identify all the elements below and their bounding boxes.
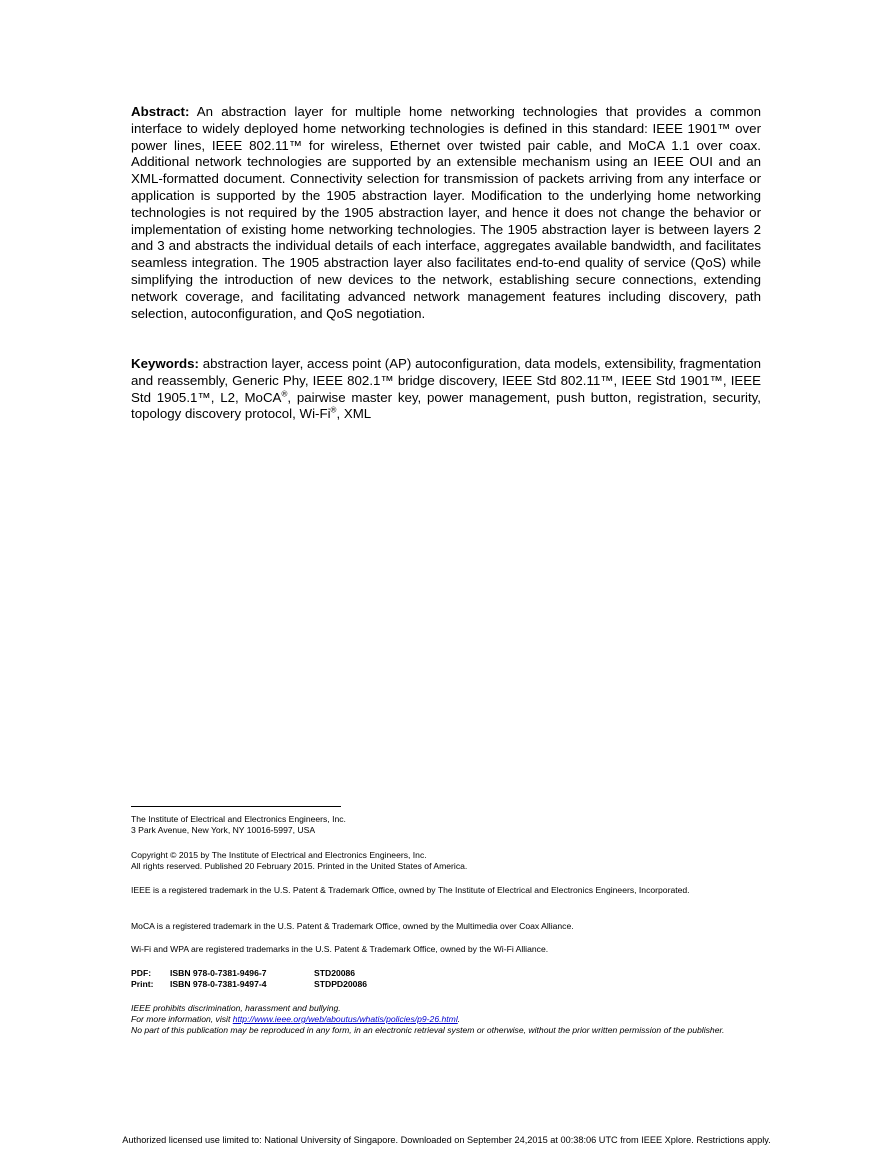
keywords-text-3: , XML — [336, 406, 372, 422]
isbn-code: STDPD20086 — [314, 979, 368, 989]
ieee-trademark-text: IEEE is a registered trademark in the U.S. Patent & Trademark Office, owned by The Institute of Electrical and Electronics Engineers, Incorporated. — [131, 885, 690, 895]
isbn-format: Print: — [131, 979, 154, 989]
abstract-label: Abstract: — [131, 104, 190, 119]
policy-link[interactable]: http://www.ieee.org/web/aboutus/whatis/policies/p9-26.html — [232, 1014, 458, 1024]
copyright-line: Copyright © 2015 by The Institute of Electrical and Electronics Engineers, Inc. — [131, 850, 427, 860]
abstract-text: An abstraction layer for multiple home networking technologies that provides a common interface to widely deployed home networking technologies is defined in this standard: IEEE 1901™ over power lines, IEEE 802.11™ for wireless, Ethernet over twisted pair cable, and MoCA 1.1 over coax. Additional network technologies are supported by an extensible mechanism using an IEEE OUI and an XML-formatted document. Connectivity selection for transmission of packets arriving from any interface or application is supported by the 1905 abstraction layer. Modification to the underlying home networking technologies is not required by the 1905 abstraction layer, and hence it does not change the behavior or implementation of existing home networking technologies. The 1905 abstraction layer is between layers 2 and 3 and abstracts the individual details of each interface, aggregates available bandwidth, and facilitates seamless integration. The 1905 abstraction layer also facilitates end-to-end quality of service (QoS) while simplifying the introduction of new devices to the network, establishing secure connections, extending network coverage, and facilitating advanced network management features including discovery, path selection, autoconfiguration, and QoS negotiation. — [131, 104, 761, 321]
moca-trademark-text: MoCA is a registered trademark in the U.S. Patent & Trademark Office, owned by the Multimedia over Coax Alliance. — [131, 921, 574, 931]
keywords-paragraph — [131, 356, 761, 423]
moca-trademark-notice — [131, 921, 763, 932]
policy-more-info-text: For more information, visit — [131, 1014, 233, 1024]
policy-statement: IEEE prohibits discrimination, harassment and bullying. — [131, 1003, 341, 1013]
institute-street: 3 Park Avenue, New York, NY 10016-5997, USA — [131, 825, 316, 835]
keywords-label: Keywords: — [131, 356, 199, 371]
isbn-number: ISBN 978-0-7381-9496-7 — [170, 968, 267, 978]
registered-mark: ® — [330, 405, 337, 415]
keywords-text-2: , pairwise master key, power management, push button, registration, security, topology discovery protocol, Wi-Fi — [131, 389, 761, 422]
isbn-code: STD20086 — [314, 968, 356, 978]
keywords-text-1: abstraction layer, access point (AP) autoconfiguration, data models, extensibility, fragmentation and reassembly, Generic Phy, IEEE 802.1™ bridge discovery, IEEE Std 802.11™, IEEE Std 1901™, IEEE Std 1905.1™, L2, MoCA — [131, 356, 761, 405]
wifi-trademark-text: Wi-Fi and WPA are registered trademarks in the U.S. Patent & Trademark Office, owned by the Wi-Fi Alliance. — [131, 944, 549, 954]
policy-more-info — [131, 1014, 763, 1025]
isbn-format: PDF: — [131, 968, 152, 978]
copyright-notice — [131, 850, 763, 872]
isbn-number: ISBN 978-0-7381-9497-4 — [170, 979, 267, 989]
policy-notice — [131, 1003, 763, 1036]
isbn-row — [131, 979, 367, 990]
reproduction-notice: No part of this publication may be reproduced in any form, in an electronic retrieval system or otherwise, without the prior written permission of the publisher. — [131, 1025, 725, 1035]
footnote-divider — [131, 806, 341, 807]
institute-name: The Institute of Electrical and Electronics Engineers, Inc. — [131, 814, 346, 824]
authorized-use-notice: Authorized licensed use limited to: National University of Singapore. Downloaded on September 24,2015 at 00:38:06 UTC from IEEE Xplore. Restrictions apply. — [122, 1135, 771, 1145]
isbn-row — [131, 968, 367, 979]
wifi-trademark-notice — [131, 944, 763, 955]
isbn-block — [131, 968, 367, 990]
policy-period: . — [457, 1014, 461, 1024]
rights-line: All rights reserved. Published 20 February 2015. Printed in the United States of America. — [131, 861, 468, 871]
registered-mark: ® — [281, 389, 288, 399]
institute-address — [131, 814, 763, 836]
ieee-trademark-notice — [131, 885, 691, 896]
abstract-paragraph — [131, 104, 761, 322]
